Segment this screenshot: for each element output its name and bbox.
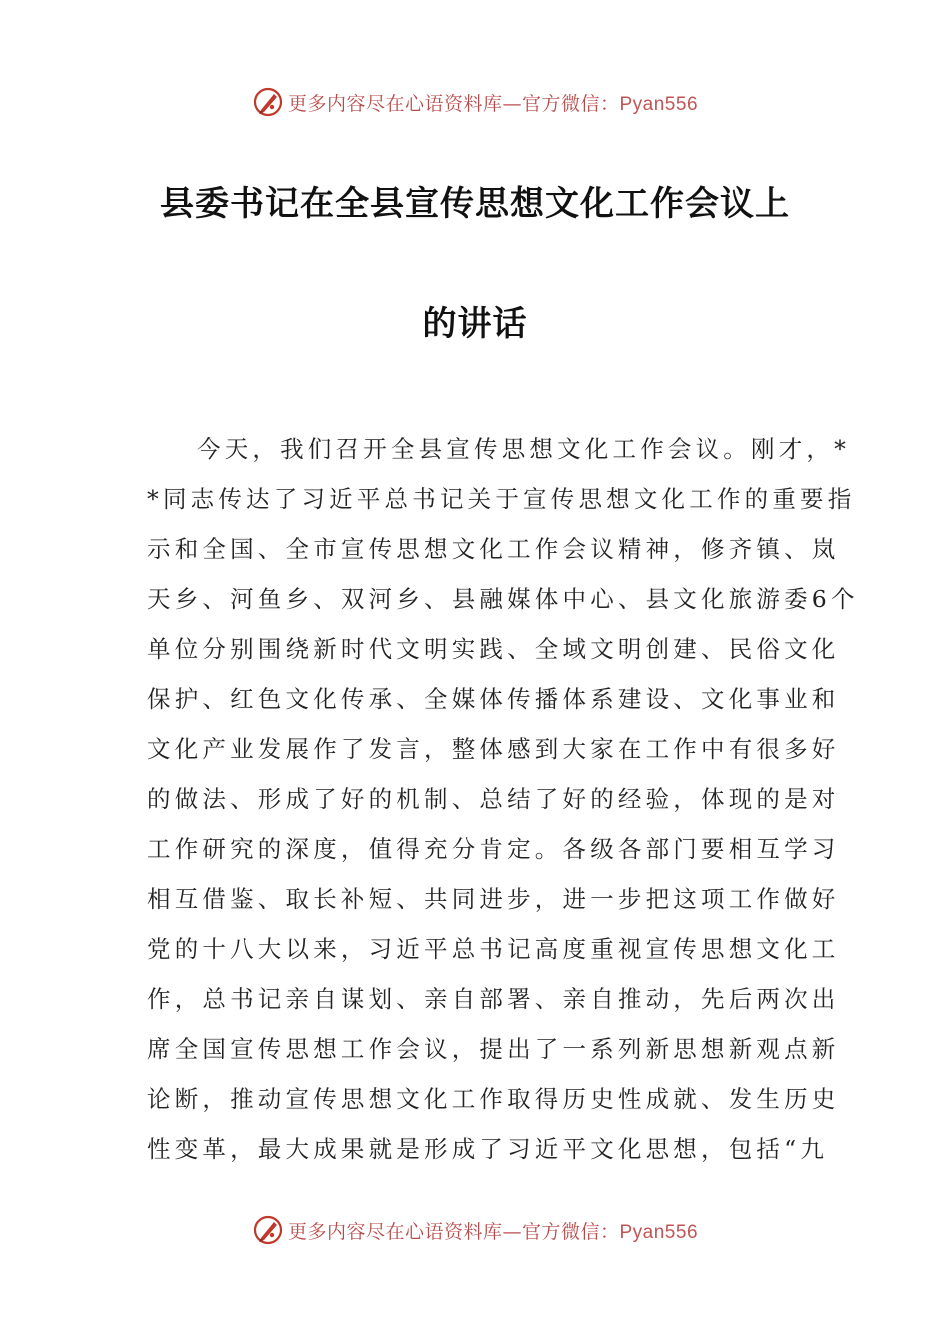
footer-watermark-banner [0, 1208, 950, 1252]
document-title-line-2: 的讲话 [422, 304, 528, 344]
body-line: 天乡、河鱼乡、双河乡、县融媒体中心、县文化旅游委6个 [147, 585, 859, 613]
pen-logo-icon [252, 86, 284, 118]
header-watermark-banner [0, 80, 950, 124]
body-line: 席全国宣传思想工作会议，提出了一系列新思想新观点新 [147, 1035, 840, 1063]
body-line: *同志传达了习近平总书记关于宣传思想文化工作的重要指 [147, 485, 856, 513]
pen-logo-icon [252, 1214, 284, 1246]
body-line: 示和全国、全市宣传思想文化工作会议精神，修齐镇、岚 [147, 535, 840, 563]
document-title-line-1: 县委书记在全县宣传思想文化工作会议上 [160, 184, 790, 224]
body-line: 保护、红色文化传承、全媒体传播体系建设、文化事业和 [147, 685, 840, 713]
watermark-text: 更多内容尽在心语资料库—官方微信：Pyan556 [287, 92, 699, 115]
body-line: 论断，推动宣传思想文化工作取得历史性成就、发生历史 [147, 1085, 840, 1113]
body-line: 文化产业发展作了发言，整体感到大家在工作中有很多好 [147, 735, 840, 763]
body-line: 作，总书记亲自谋划、亲自部署、亲自推动，先后两次出 [147, 985, 840, 1013]
body-line: 性变革，最大成果就是形成了习近平文化思想，包括“九 [147, 1135, 829, 1163]
watermark-text: 更多内容尽在心语资料库—官方微信：Pyan556 [287, 1220, 699, 1243]
body-line: 工作研究的深度，值得充分肯定。各级各部门要相互学习 [147, 835, 840, 863]
body-line: 今天，我们召开全县宣传思想文化工作会议。刚才，* [197, 435, 851, 463]
body-line: 相互借鉴、取长补短、共同进步，进一步把这项工作做好 [147, 885, 840, 913]
body-line: 的做法、形成了好的机制、总结了好的经验，体现的是对 [147, 785, 840, 813]
body-line: 单位分别围绕新时代文明实践、全域文明创建、民俗文化 [147, 635, 840, 663]
body-line: 党的十八大以来，习近平总书记高度重视宣传思想文化工 [147, 935, 840, 963]
body-paragraph [147, 424, 859, 1174]
